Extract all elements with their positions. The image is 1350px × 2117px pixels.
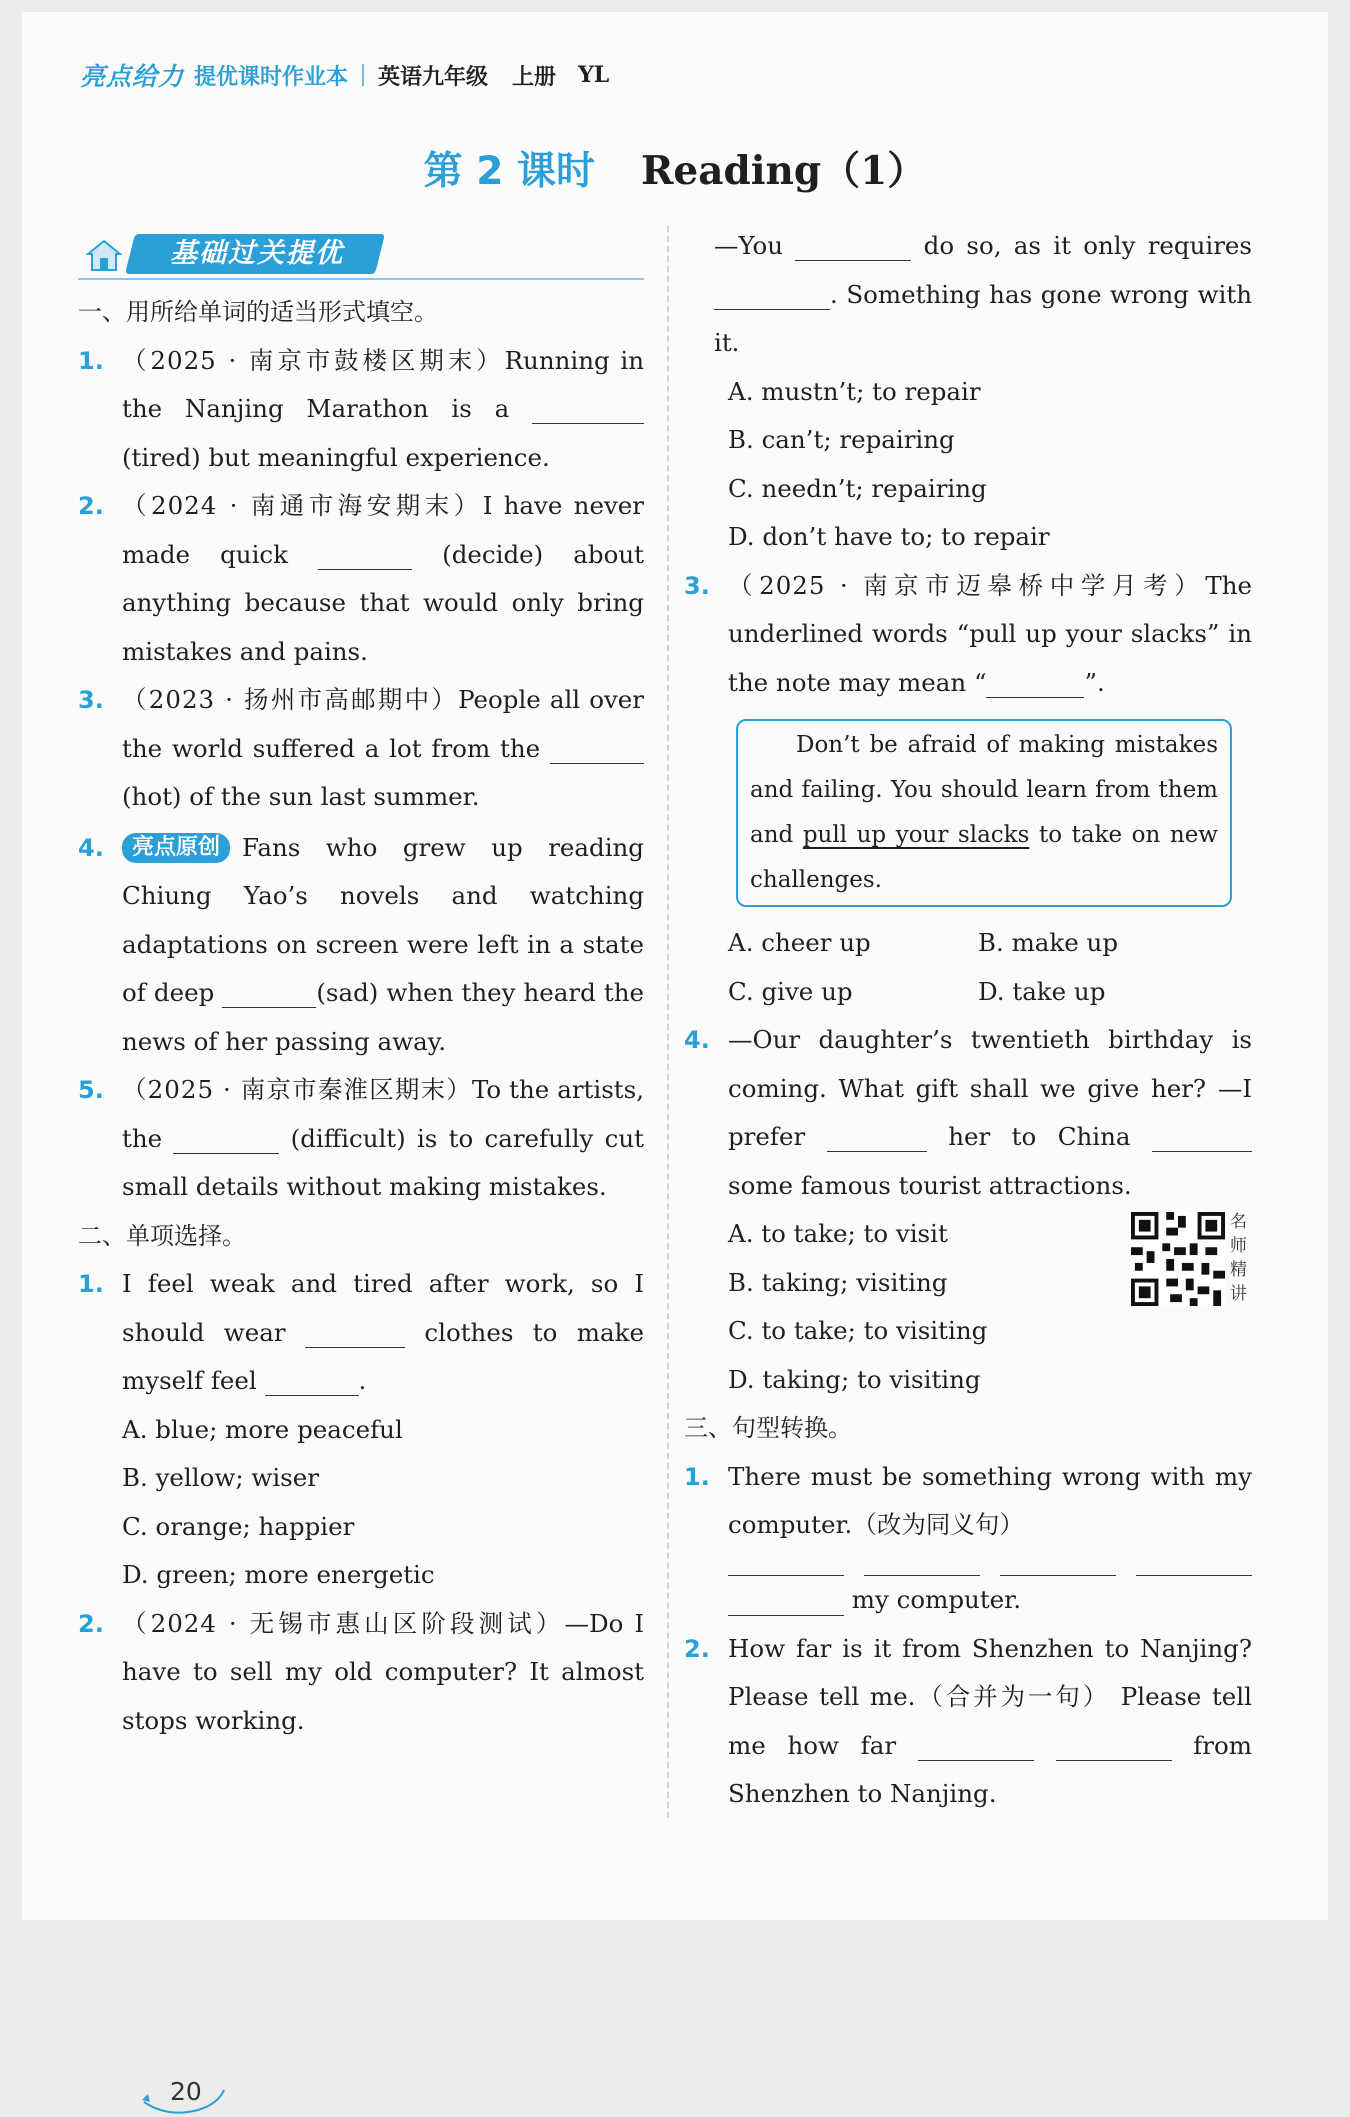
- question-number: 1.: [684, 1462, 710, 1491]
- answer-blank[interactable]: [265, 1370, 359, 1397]
- qr-code-icon[interactable]: [1130, 1212, 1226, 1306]
- fill-question-3: [78, 676, 644, 822]
- question-text: (difficult) is to carefully cut small details without making mistakes.: [122, 1123, 644, 1201]
- question-text: I have never made quick: [122, 491, 644, 569]
- lesson-number: 第 2 课时: [423, 149, 595, 194]
- question-source: （2025 · 南京市迈皋桥中学月考）: [728, 570, 1206, 600]
- question-text: Running in the Nanjing Marathon is a: [122, 345, 644, 423]
- answer-blank[interactable]: [222, 982, 316, 1009]
- question-text: (sad) when they heard the news of her passing away.: [122, 978, 644, 1056]
- answer-blank[interactable]: [1136, 1550, 1252, 1577]
- answer-blank[interactable]: [795, 235, 911, 262]
- banner-label: 基础过关提优: [170, 238, 344, 269]
- choice-question-2-dialog: [684, 222, 1252, 368]
- question-text: do so, as it only requires: [923, 231, 1253, 260]
- answer-blank[interactable]: [728, 1550, 844, 1577]
- choice-option[interactable]: B. taking; visiting: [728, 1267, 948, 1297]
- answer-blank[interactable]: [318, 543, 412, 570]
- question-number: 1.: [78, 1270, 104, 1298]
- question-number: 2.: [78, 492, 104, 520]
- left-column: [78, 230, 645, 2106]
- grade-label: 英语九年级: [378, 64, 489, 90]
- transform-question-1: [684, 1453, 1252, 1550]
- lesson-topic: Reading（1）: [640, 148, 927, 194]
- fill-question-4: [78, 824, 644, 1067]
- transform-question-2: [684, 1625, 1252, 1819]
- question-text: —You: [714, 231, 784, 260]
- qr-label: 名师精讲: [1230, 1212, 1247, 1304]
- question-text: The underlined words “pull up your slacks” in the note may mean “: [728, 570, 1252, 697]
- answer-blank[interactable]: [714, 283, 830, 310]
- choice-option[interactable]: C. orange; happier: [122, 1511, 355, 1541]
- fill-question-5: [78, 1066, 644, 1212]
- house-icon: [86, 238, 122, 272]
- section-heading-fill: 一、用所给单词的适当形式填空。: [78, 298, 438, 326]
- question-text: (hot) of the sun last summer.: [122, 782, 480, 811]
- question-source: （2023 · 扬州市高邮期中）: [122, 685, 459, 714]
- choice-option[interactable]: D. take up: [978, 976, 1106, 1006]
- fill-question-2: [78, 482, 644, 676]
- question-number: 4.: [684, 1026, 710, 1054]
- column-divider: [667, 226, 669, 1818]
- header-divider: [362, 64, 364, 86]
- note-box: [736, 719, 1232, 907]
- brand-logo: 亮点给力: [80, 62, 185, 91]
- original-badge: 亮点原创: [122, 833, 230, 863]
- answer-blank[interactable]: [728, 1589, 844, 1616]
- choice-option[interactable]: A. to take; to visit: [728, 1219, 948, 1248]
- question-source: （2025 · 南京市鼓楼区期末）: [122, 345, 505, 375]
- choice-option[interactable]: A. blue; more peaceful: [122, 1414, 403, 1444]
- note-text: Don’t be afraid of making mistakes and failing. You should learn from them and: [750, 732, 1218, 848]
- right-column: [684, 222, 1252, 1819]
- question-text: (decide) about anything because that would only bring mistakes and pains.: [122, 539, 644, 666]
- choice-option[interactable]: D. green; more energetic: [122, 1560, 435, 1589]
- question-text: —I prefer: [728, 1073, 1252, 1151]
- answer-line-row: [684, 1576, 1252, 1625]
- question-text: ”.: [1084, 667, 1105, 697]
- question-text: Fans who grew up reading Chiung Yao’s novels and watching adaptations on screen were left in a state of deep: [122, 832, 644, 1007]
- answer-blank[interactable]: [305, 1321, 405, 1348]
- answer-blank[interactable]: [550, 737, 644, 764]
- choice-option[interactable]: C. to take; to visiting: [728, 1316, 988, 1345]
- question-text: my computer.: [851, 1585, 1021, 1615]
- question-text: —Our daughter’s twentieth birthday is coming. What gift shall we give her?: [728, 1025, 1252, 1103]
- choice-option[interactable]: B. can’t; repairing: [728, 425, 955, 454]
- question-text: There must be something wrong with my computer.（改为同义句）: [728, 1461, 1252, 1539]
- fill-question-1: [78, 337, 644, 483]
- note-text: to take on new challenges.: [750, 822, 1218, 893]
- page-number: 20: [170, 2077, 202, 2106]
- question-text: (tired) but meaningful experience.: [122, 442, 550, 472]
- choice-option[interactable]: A. cheer up: [728, 928, 871, 957]
- question-text: .: [358, 1366, 367, 1395]
- question-number: 1.: [78, 346, 104, 375]
- question-text: . Something has gone wrong with it.: [714, 279, 1252, 357]
- choice-option[interactable]: A. mustn’t; to repair: [728, 376, 981, 406]
- choice-question-4: [684, 1016, 1252, 1210]
- question-number: 2.: [78, 1609, 104, 1638]
- choice-option-row: [684, 919, 1252, 968]
- section-heading-transform: 三、句型转换。: [684, 1414, 852, 1442]
- question-number: 3.: [684, 571, 710, 600]
- question-number: 4.: [78, 833, 104, 862]
- choice-option[interactable]: B. make up: [978, 928, 1119, 957]
- choice-option[interactable]: D. don’t have to; to repair: [728, 522, 1050, 551]
- answer-blank[interactable]: [864, 1550, 980, 1577]
- page-number-swirl: [138, 2080, 228, 2116]
- question-number: 3.: [78, 686, 104, 714]
- question-text: from Shenzhen to Nanjing.: [728, 1730, 1252, 1809]
- choice-question-1: [78, 1260, 644, 1406]
- answer-blank[interactable]: [532, 398, 644, 425]
- banner-underline: [78, 278, 644, 280]
- question-text: To the artists, the: [122, 1075, 644, 1153]
- answer-blank[interactable]: [827, 1126, 927, 1153]
- note-underlined-phrase: pull up your slacks: [802, 822, 1030, 848]
- answer-blank[interactable]: [1152, 1126, 1252, 1153]
- question-number: 5.: [78, 1076, 104, 1104]
- answer-blank[interactable]: [986, 671, 1084, 698]
- choice-question-2: [78, 1600, 644, 1746]
- question-text: some famous tourist attractions.: [728, 1170, 1132, 1200]
- question-source: （2025 · 南京市秦淮区期末）: [122, 1075, 472, 1104]
- page-title: [0, 140, 1350, 196]
- answer-blank[interactable]: [918, 1734, 1034, 1761]
- question-number: 2.: [684, 1634, 710, 1663]
- running-header: [80, 55, 609, 95]
- choice-option[interactable]: B. yellow; wiser: [122, 1463, 319, 1492]
- choice-option[interactable]: C. give up: [728, 976, 853, 1006]
- answer-blank[interactable]: [1056, 1734, 1172, 1761]
- question-text: her to China: [948, 1122, 1131, 1151]
- question-source: （2024 · 无锡市惠山区阶段测试）: [122, 1608, 565, 1638]
- series-name: 提优课时作业本: [194, 64, 349, 90]
- answer-blank[interactable]: [173, 1127, 279, 1154]
- answer-blank[interactable]: [1000, 1550, 1116, 1577]
- question-text: I feel weak and tired after work, so I should wear: [122, 1269, 644, 1347]
- question-text: —Do I have to sell my old computer? It almost stops working.: [122, 1608, 645, 1735]
- edition-label: YL: [578, 62, 610, 88]
- question-text: clothes to make myself feel: [122, 1317, 644, 1395]
- volume-label: 上册: [512, 64, 557, 90]
- choice-option[interactable]: D. taking; to visiting: [728, 1364, 981, 1394]
- section-banner: [78, 230, 644, 280]
- choice-question-3: [684, 562, 1252, 708]
- section-heading-choice: 二、单项选择。: [78, 1221, 246, 1250]
- answer-line-row: [684, 1550, 1252, 1577]
- question-text: People all over the world suffered a lot from the: [122, 685, 644, 763]
- question-text: Please tell me how far: [728, 1682, 1252, 1760]
- question-text: How far is it from Shenzhen to Nanjing? Please tell me.（合并为一句）: [728, 1633, 1252, 1712]
- choice-option[interactable]: C. needn’t; repairing: [728, 473, 987, 503]
- question-source: （2024 · 南通市海安期末）: [122, 491, 483, 520]
- choice-option-row: [684, 968, 1252, 1017]
